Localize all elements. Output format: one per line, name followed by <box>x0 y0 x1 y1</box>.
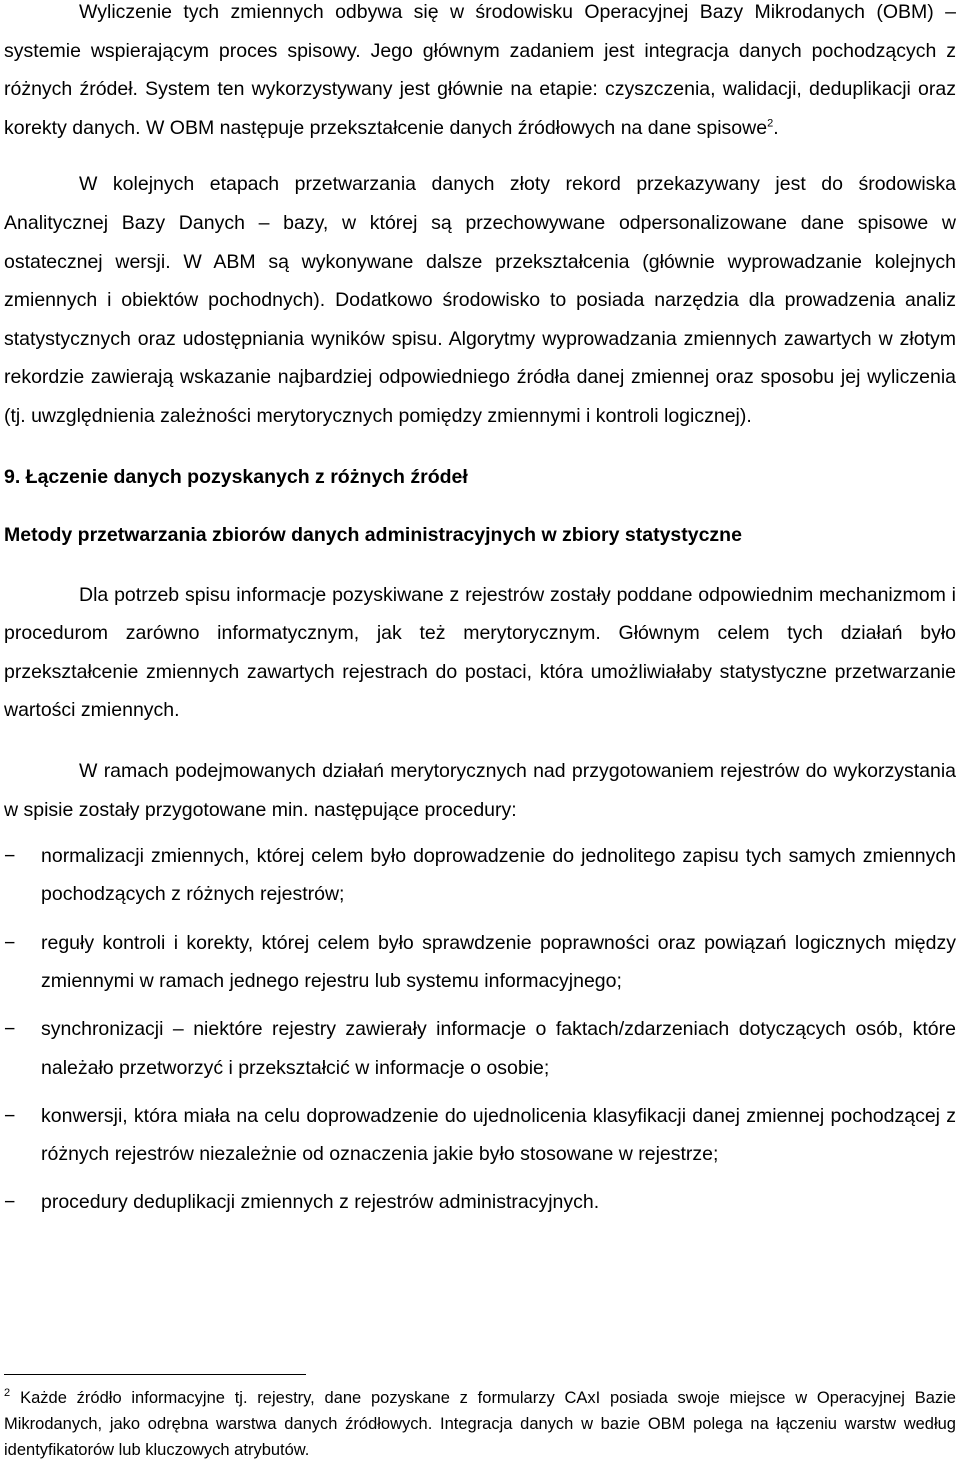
dash-bullet: − <box>4 1191 16 1214</box>
footnote-reference[interactable]: 2 <box>767 117 774 130</box>
paragraph-obm-text: Wyliczenie tych zmiennych odbywa się w środowisku Operacyjnej Bazy Mikrodanych (OBM) – systemie wspierającym proces spisowy. Jego głównym zadaniem jest integracja danych pochodzących z różnych źródeł. System ten wykorzystywany jest głównie na etapie: czyszczenia, walidacji, deduplikacji oraz korekty danych. W OBM następuje przekształcenie danych źródłowych na dane spisowe <box>4 1 956 139</box>
list-item-text: synchronizacji – niektóre rejestry zawierały informacje o faktach/zdarzeniach dotyczących osób, które należało przetworzyć i przekształcić w informacje o osobie; <box>41 1018 956 1079</box>
paragraph-procedures-intro-text: W ramach podejmowanych działań merytorycznych nad przygotowaniem rejestrów do wykorzystania w spisie zostały przygotowane min. następujące procedury: <box>4 759 956 821</box>
paragraph-registers-text: Dla potrzeb spisu informacje pozyskiwane z rejestrów zostały poddane odpowiednim mechanizmom i procedurom zarówno informatycznym, jak też merytorycznym. Głównym celem tych działań było przekształcenie zmiennych zawartych rejestrach do postaci, która umożliwiałaby statystyczne przetwarzanie wartości zmiennych. <box>4 583 956 722</box>
footnote-mark: 2 <box>4 1387 11 1399</box>
paragraph-abd-text: W kolejnych etapach przetwarzania danych złoty rekord przekazywany jest do środowiska Analitycznej Bazy Danych – bazy, w której są przechowywane odpersonalizowane dane spisowe w ostatecznej wersji. W ABM są wykonywane dalsze przekształcenia (głównie wyprowadzanie kolejnych zmiennych i obiektów pochodnych). Dodatkowo środowisko to posiada narzędzia dla prowadzenia analiz statystycznych oraz udostępniania wyników spisu. Algorytmy wyprowadzania zmiennych zawartych w złotym rekordzie zawierają wskazanie najbardziej odpowiedniego źródła danej zmiennej oraz sposobu jej wyliczenia (tj. uwzględnienia zależności merytorycznych pomiędzy zmiennymi i kontroli logicznej). <box>4 173 956 427</box>
list-item <box>4 924 956 1001</box>
document-page <box>4 0 956 1222</box>
list-item <box>4 1010 956 1087</box>
list-item-text: normalizacji zmiennych, której celem było doprowadzenie do jednolitego zapisu tych samych zmiennych pochodzących z różnych rejestrów; <box>41 845 956 906</box>
list-item <box>4 837 956 914</box>
list-item <box>4 1183 956 1221</box>
paragraph-procedures-intro <box>4 752 956 829</box>
footnote <box>4 1380 956 1463</box>
paragraph-abd <box>4 165 956 435</box>
list-item-text: konwersji, która miała na celu doprowadzenie do ujednolicenia klasyfikacji danej zmiennej pochodzącej z różnych rejestrów niezależnie od oznaczenia jakie było stosowane w rejestrze; <box>41 1104 956 1166</box>
dash-bullet: − <box>4 845 16 868</box>
paragraph-obm <box>4 0 956 147</box>
procedures-list <box>4 837 956 1222</box>
subsection-heading: Metody przetwarzania zbiorów danych administracyjnych w zbiory statystyczne <box>4 523 742 546</box>
list-item-text: reguły kontroli i korekty, której celem było sprawdzenie poprawności oraz powiązań logicznych między zmiennymi w ramach jednego rejestru lub systemu informacyjnego; <box>41 931 956 992</box>
dash-bullet: − <box>4 1018 16 1041</box>
paragraph-obm-end: . <box>773 116 779 139</box>
dash-bullet: − <box>4 1104 16 1127</box>
footnote-separator <box>4 1374 306 1375</box>
section-heading: 9. Łączenie danych pozyskanych z różnych źródeł <box>4 465 468 488</box>
list-item-text: procedury deduplikacji zmiennych z rejestrów administracyjnych. <box>41 1191 600 1214</box>
paragraph-registers <box>4 576 956 730</box>
list-item <box>4 1097 956 1174</box>
dash-bullet: − <box>4 931 16 954</box>
footnote-text: Każde źródło informacyjne tj. rejestry, dane pozyskane z formularzy CAxI posiada swoje miejsce w Operacyjnej Bazie Mikrodanych, jako odrębna warstwa danych źródłowych. Integracja danych w bazie OBM polega na łączeniu warstw według identyfikatorów lub kluczowych atrybutów. <box>4 1389 956 1459</box>
